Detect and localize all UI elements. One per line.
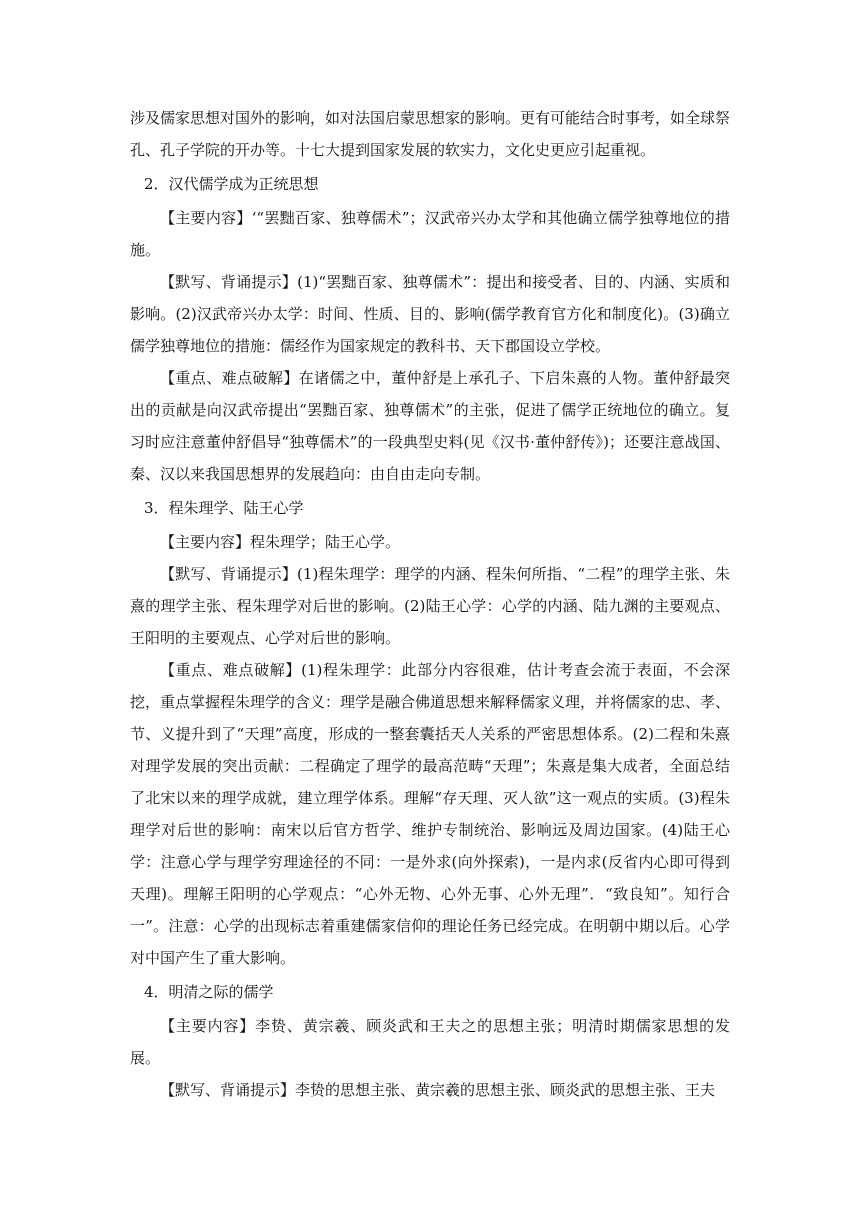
paragraph-main-content-4 <box>130 1010 730 1074</box>
section-heading-3 <box>130 490 730 526</box>
heading-text: 3．程朱理学、陆王心学 <box>144 499 304 517</box>
paragraph-key-points-2 <box>130 362 730 490</box>
paragraph-label: 【默写、背诵提示】 <box>160 273 298 291</box>
heading-text: 2．汉代儒学成为正统思想 <box>144 175 319 193</box>
paragraph-text: 涉及儒家思想对国外的影响，如对法国启蒙思想家的影响。更有可能结合时事考，如全球祭孔、孔子学院的开办等。十七大提到国家发展的软实力，文化史更应引起重视。 <box>130 109 731 159</box>
paragraph-key-points-3 <box>130 654 730 974</box>
paragraph-text: 李贽的思想主张、黄宗羲的思想主张、顾炎武的思想主张、王夫 <box>295 1081 716 1099</box>
paragraph-intro <box>130 102 730 166</box>
paragraph-text: 李贽、黄宗羲、顾炎武和王夫之的思想主张；明清时期儒家思想的发展。 <box>130 1017 730 1067</box>
paragraph-label: 【默写、背诵提示】 <box>160 565 298 583</box>
paragraph-recite-tips-2 <box>130 266 730 362</box>
paragraph-text: 在诸儒之中，董仲舒是上承孔子、下启朱熹的人物。董仲舒最突出的贡献是向汉武帝提出“罢黜百家、独尊儒术”的主张，促进了儒学正统地位的确立。复习时应注意董仲舒倡导“独尊儒术”的一段典型史料(见《汉书·董仲舒传》)；还要注意战国、秦、汉以来我国思想界的发展趋向：由自由走向专制。 <box>130 369 730 483</box>
paragraph-label: 【默写、背诵提示】 <box>160 1081 296 1099</box>
section-heading-4 <box>130 974 730 1010</box>
paragraph-recite-tips-3 <box>130 558 730 654</box>
paragraph-label: 【主要内容】 <box>160 209 252 227</box>
paragraph-text: (1)程朱理学：理学的内涵、程朱何所指、“二程”的理学主张、朱熹的理学主张、程朱理学对后世的影响。(2)陆王心学：心学的内涵、陆九渊的主要观点、王阳明的主要观点、心学对后世的影响。 <box>130 565 730 647</box>
paragraph-text: ‘“罢黜百家、独尊儒术”；汉武帝兴办太学和其他确立儒学独尊地位的措施。 <box>130 209 730 259</box>
paragraph-recite-tips-4 <box>130 1074 730 1106</box>
paragraph-text: (1)程朱理学：此部分内容很难，估计考查会流于表面，不会深挖，重点掌握程朱理学的含义：理学是融合佛道思想来解释儒家义理，并将儒家的忠、孝、节、义提升到了“天理”高度，形成的一整套囊括天人关系的严密思想体系。(2)二程和朱熹对理学发展的突出贡献：二程确定了理学的最高范畴“天理”；朱熹是集大成者，全面总结了北宋以来的理学成就，建立理学体系。理解“存天理、灭人欲”这一观点的实质。(3)程朱理学对后世的影响：南宋以后官方哲学、维护专制统治、影响远及周边国家。(4)陆王心学：注意心学与理学穷理途径的不同：一是外求(向外探索)，一是内求(反省内心即可得到天理)。理解王阳明的心学观点：“心外无物、心外无事、心外无理”．“致良知”。知行合一”。注意：心学的出现标志着重建儒家信仰的理论任务已经完成。在明朝中期以后。心学对中国产生了重大影响。 <box>130 661 731 967</box>
heading-text: 4．明清之际的儒学 <box>144 983 274 1001</box>
paragraph-label: 【主要内容】 <box>160 533 251 551</box>
paragraph-text: (1)“罢黜百家、独尊儒术”：提出和接受者、目的、内涵、实质和影响。(2)汉武帝兴办太学：时间、性质、目的、影响(儒学教育官方化和制度化)。(3)确立儒学独尊地位的措施：儒经作为国家规定的教科书、天下郡国设立学校。 <box>130 273 730 355</box>
document-page <box>130 102 730 1106</box>
section-heading-2 <box>130 166 730 202</box>
paragraph-label: 【主要内容】 <box>160 1017 256 1035</box>
paragraph-text: 程朱理学；陆王心学。 <box>250 533 401 551</box>
paragraph-main-content-3 <box>130 526 730 558</box>
paragraph-label: 【重点、难点破解】 <box>160 369 299 387</box>
paragraph-label: 【重点、难点破解】 <box>160 661 302 679</box>
paragraph-main-content-2 <box>130 202 730 266</box>
